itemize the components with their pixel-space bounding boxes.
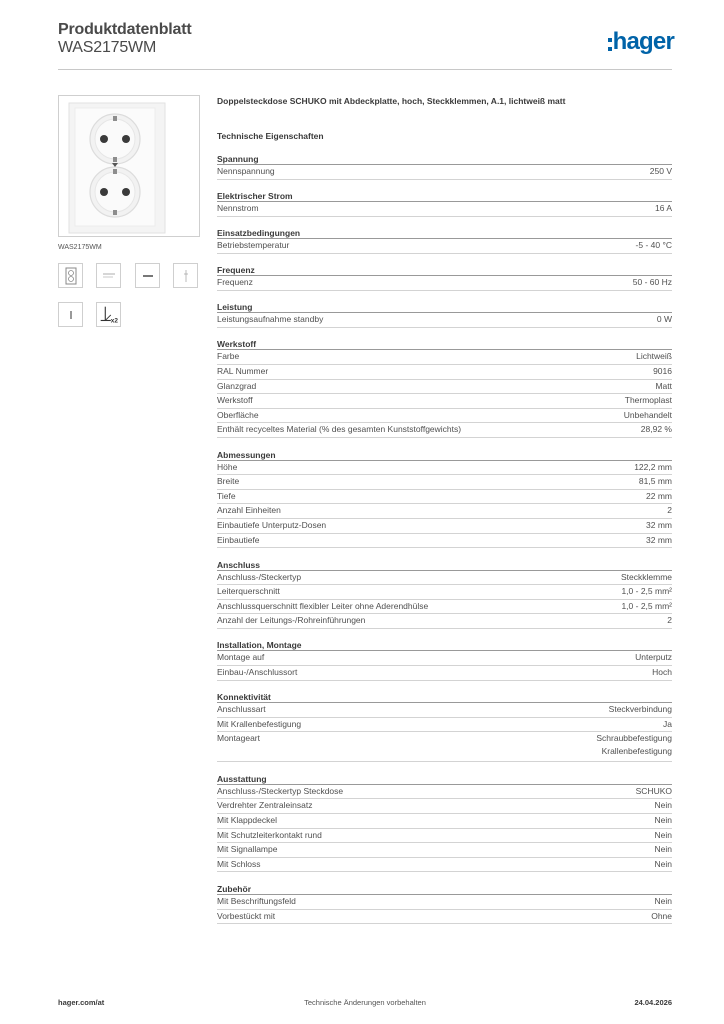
section-title: Frequenz bbox=[217, 264, 672, 276]
spec-label: Einbau-/Anschlussort bbox=[217, 667, 298, 678]
spec-row bbox=[217, 799, 672, 814]
spec-row bbox=[217, 394, 672, 409]
document-title: Produktdatenblatt bbox=[58, 21, 192, 38]
spec-label: Anschlussart bbox=[217, 704, 266, 715]
spec-row bbox=[217, 313, 672, 328]
spec-value: 32 mm bbox=[646, 534, 672, 545]
section-title: Abmessungen bbox=[217, 449, 672, 461]
side-view-icon[interactable] bbox=[135, 263, 160, 288]
spec-row bbox=[217, 276, 672, 291]
spec-value bbox=[596, 732, 672, 756]
footer-website-link[interactable]: hager.com/at bbox=[58, 998, 105, 1007]
spec-row bbox=[217, 703, 672, 718]
spec-section bbox=[217, 639, 672, 691]
spec-value: SCHUKO bbox=[635, 785, 672, 796]
spec-label: Anschluss-/Steckertyp bbox=[217, 571, 302, 582]
spec-row bbox=[217, 239, 672, 254]
spec-row bbox=[217, 614, 672, 629]
section-title: Spannung bbox=[217, 153, 672, 165]
spec-row bbox=[217, 858, 672, 873]
spec-label: Montage auf bbox=[217, 652, 265, 663]
spec-row bbox=[217, 490, 672, 505]
spec-value: 1,0 - 2,5 mm² bbox=[621, 586, 672, 597]
spec-label: Leistungsaufnahme standby bbox=[217, 314, 324, 325]
section-title: Anschluss bbox=[217, 559, 672, 571]
section-title: Installation, Montage bbox=[217, 639, 672, 651]
spec-label: Frequenz bbox=[217, 277, 253, 288]
spec-label: Einbautiefe bbox=[217, 534, 260, 545]
spec-row bbox=[217, 843, 672, 858]
spec-label: Mit Signallampe bbox=[217, 844, 278, 855]
spec-label: Anschlussquerschnitt flexibler Leiter ohne Aderendhülse bbox=[217, 600, 429, 611]
page-header bbox=[58, 18, 672, 70]
spec-value: 250 V bbox=[649, 166, 672, 176]
section-title: Zubehör bbox=[217, 883, 672, 895]
spec-label: Werkstoff bbox=[217, 395, 253, 406]
spec-label: Glanzgrad bbox=[217, 380, 257, 391]
spec-label: Vorbestückt mit bbox=[217, 910, 276, 921]
spec-row bbox=[217, 380, 672, 395]
spec-row bbox=[217, 409, 672, 424]
spec-label: Anzahl Einheiten bbox=[217, 505, 281, 516]
spec-row bbox=[217, 365, 672, 380]
spec-label: Höhe bbox=[217, 461, 238, 472]
section-title: Konnektivität bbox=[217, 691, 672, 703]
product-description: Doppelsteckdose SCHUKO mit Abdeckplatte, hoch, Steckklemmen, A.1, lichtweiß matt bbox=[217, 96, 566, 106]
spec-row bbox=[217, 534, 672, 549]
spec-label: Tiefe bbox=[217, 490, 236, 501]
hager-logo bbox=[608, 28, 674, 56]
spec-value: 28,92 % bbox=[640, 424, 672, 435]
spec-section bbox=[217, 153, 672, 190]
footer-date: 24.04.2026 bbox=[634, 998, 672, 1007]
spec-label: Farbe bbox=[217, 351, 240, 362]
spec-label: Anzahl der Leitungs-/Rohreinführungen bbox=[217, 615, 366, 626]
mounting-drawing-icon[interactable] bbox=[58, 302, 83, 327]
spec-section bbox=[217, 190, 672, 227]
spec-row bbox=[217, 651, 672, 666]
spec-row bbox=[217, 910, 672, 925]
spec-row bbox=[217, 585, 672, 600]
double-socket-icon bbox=[59, 96, 199, 236]
connection-diagram-icon[interactable] bbox=[96, 302, 121, 327]
spec-value: Ja bbox=[663, 718, 672, 729]
spec-row bbox=[217, 571, 672, 586]
spec-row bbox=[217, 423, 672, 438]
spec-row bbox=[217, 814, 672, 829]
spec-section bbox=[217, 559, 672, 640]
spec-row bbox=[217, 165, 672, 180]
section-title: Einsatzbedingungen bbox=[217, 227, 672, 239]
technical-heading: Technische Eigenschaften bbox=[217, 131, 324, 141]
spec-value: Nein bbox=[654, 829, 672, 840]
spec-value-line: Schraubbefestigung bbox=[596, 733, 672, 744]
spec-value: Nein bbox=[654, 895, 672, 906]
spec-value: Matt bbox=[655, 380, 672, 391]
spec-value: 1,0 - 2,5 mm² bbox=[621, 600, 672, 611]
spec-section bbox=[217, 691, 672, 773]
spec-label: Anschluss-/Steckertyp Steckdose bbox=[217, 785, 344, 796]
spec-section bbox=[217, 264, 672, 301]
product-image bbox=[58, 95, 200, 237]
spec-label: Mit Krallenbefestigung bbox=[217, 718, 302, 729]
spec-label: Montageart bbox=[217, 733, 260, 744]
image-caption: WAS2175WM bbox=[58, 244, 102, 251]
spec-label: Mit Schutzleiterkontakt rund bbox=[217, 829, 322, 840]
spec-label: Mit Schloss bbox=[217, 858, 261, 869]
spec-value: Unbehandelt bbox=[623, 409, 672, 420]
spec-label: Leiterquerschnitt bbox=[217, 586, 280, 597]
logo-wordmark: hager bbox=[612, 28, 674, 55]
spec-label: Mit Beschriftungsfeld bbox=[217, 895, 296, 906]
spec-row bbox=[217, 600, 672, 615]
spec-row bbox=[217, 504, 672, 519]
spec-section bbox=[217, 449, 672, 559]
spec-section bbox=[217, 338, 672, 448]
spec-row bbox=[217, 519, 672, 534]
spec-row bbox=[217, 461, 672, 476]
spec-section bbox=[217, 883, 672, 935]
spec-value: 81,5 mm bbox=[638, 476, 672, 487]
spec-value: Nein bbox=[654, 815, 672, 826]
spec-value: 16 A bbox=[654, 203, 672, 214]
spec-row bbox=[217, 350, 672, 365]
spec-row bbox=[217, 829, 672, 844]
cross-section-icon[interactable] bbox=[173, 263, 198, 288]
section-title: Ausstattung bbox=[217, 773, 672, 785]
product-number: WAS2175WM bbox=[58, 39, 157, 56]
spec-value: Nein bbox=[654, 844, 672, 855]
spec-label: Nennstrom bbox=[217, 203, 259, 214]
spec-value: 0 W bbox=[656, 314, 672, 325]
spec-row bbox=[217, 202, 672, 217]
spec-label: Enthält recyceltes Material (% des gesamten Kunststoffgewichts) bbox=[217, 424, 462, 435]
section-title: Werkstoff bbox=[217, 338, 672, 350]
spec-value: Thermoplast bbox=[624, 395, 672, 406]
spec-row bbox=[217, 785, 672, 800]
spec-value: Steckklemme bbox=[620, 571, 672, 582]
spec-value: Steckverbindung bbox=[608, 704, 672, 715]
spec-section bbox=[217, 301, 672, 338]
spec-value: 22 mm bbox=[646, 490, 672, 501]
spec-row bbox=[217, 732, 672, 762]
socket-front-icon[interactable] bbox=[58, 263, 83, 288]
spec-value: Nein bbox=[654, 858, 672, 869]
spec-label: Betriebstemperatur bbox=[217, 240, 290, 251]
spec-value: 2 bbox=[667, 615, 672, 626]
connection-count-label: x2 bbox=[110, 317, 118, 325]
footer-note: Technische Änderungen vorbehalten bbox=[304, 998, 426, 1007]
spec-value: -5 - 40 °C bbox=[635, 240, 672, 251]
spec-sections bbox=[217, 153, 672, 935]
spec-section bbox=[217, 773, 672, 883]
spec-value: Hoch bbox=[652, 667, 672, 678]
spec-label: Verdrehter Zentraleinsatz bbox=[217, 800, 313, 811]
spec-section bbox=[217, 227, 672, 264]
spec-row bbox=[217, 895, 672, 910]
spec-row bbox=[217, 718, 672, 733]
spec-label: Breite bbox=[217, 476, 240, 487]
spec-value: Lichtweiß bbox=[636, 351, 672, 362]
spec-label: Mit Klappdeckel bbox=[217, 815, 278, 826]
datasheet-content bbox=[217, 95, 672, 935]
spec-value: 122,2 mm bbox=[634, 461, 672, 472]
spec-row bbox=[217, 666, 672, 681]
spec-label: Nennspannung bbox=[217, 166, 275, 176]
logo-colon-icon bbox=[608, 38, 612, 51]
spec-label: RAL Nummer bbox=[217, 366, 269, 377]
spec-value-line: Krallenbefestigung bbox=[601, 745, 672, 756]
spec-value: Ohne bbox=[651, 910, 672, 921]
section-title: Elektrischer Strom bbox=[217, 190, 672, 202]
dimension-drawing-icon[interactable] bbox=[96, 263, 121, 288]
spec-value: 2 bbox=[667, 505, 672, 516]
spec-row bbox=[217, 475, 672, 490]
spec-value: 9016 bbox=[653, 366, 672, 377]
spec-value: 50 - 60 Hz bbox=[632, 277, 672, 288]
spec-label: Einbautiefe Unterputz-Dosen bbox=[217, 519, 327, 530]
spec-value: 32 mm bbox=[646, 519, 672, 530]
spec-value: Nein bbox=[654, 800, 672, 811]
spec-label: Oberfläche bbox=[217, 409, 259, 420]
spec-value: Unterputz bbox=[635, 652, 672, 663]
section-title: Leistung bbox=[217, 301, 672, 313]
